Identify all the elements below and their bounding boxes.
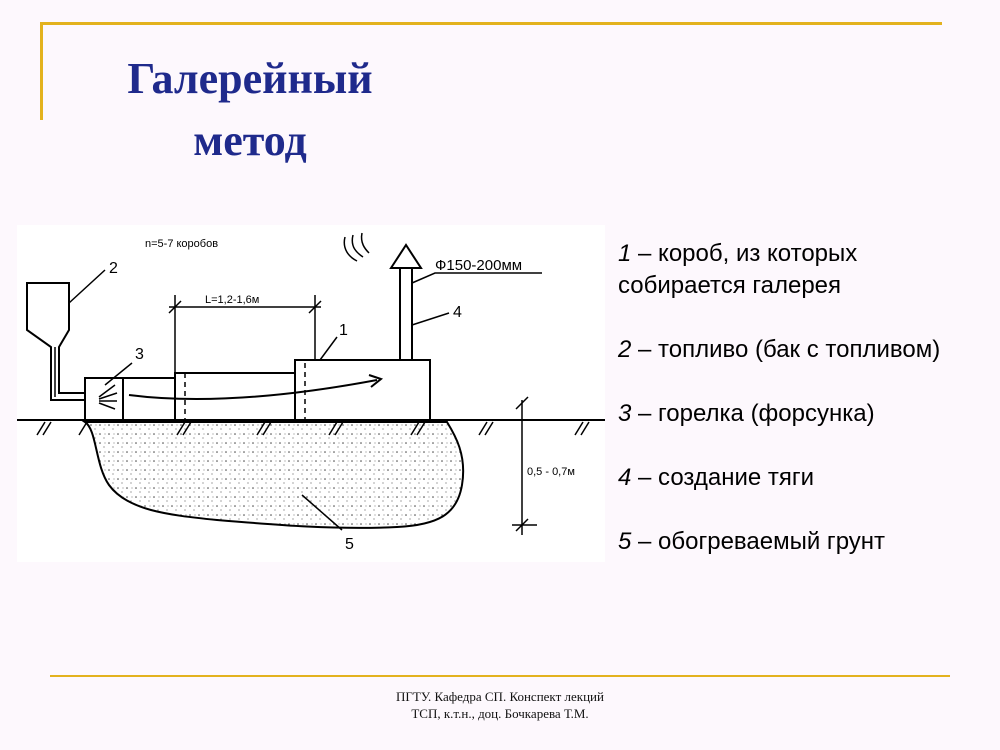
diagram-svg [17, 225, 605, 562]
burner-flame [99, 385, 117, 409]
footer-line-1: ПГТУ. Кафедра СП. Конспект лекций [396, 689, 604, 704]
fuel-tank [27, 283, 85, 400]
heated-soil [85, 422, 463, 528]
flow-arrow [129, 380, 377, 399]
gallery-box-2 [175, 373, 295, 420]
legend-item-5: 5 – обогреваемый грунт [618, 528, 886, 555]
left-rule [40, 22, 43, 120]
diameter-label: Ф150-200мм [435, 257, 523, 274]
callout-4: 4 [453, 304, 462, 321]
top-rule [40, 22, 942, 25]
callout-1: 1 [339, 322, 348, 339]
length-label: L=1,2-1,6м [205, 294, 260, 306]
legend-item-2: 2 – топливо (бак с топливом) [618, 336, 941, 363]
slide-title [60, 48, 440, 172]
title-line-1: Галерейный [127, 54, 373, 103]
legend-item-1: 1 – короб, из которых собирается галерея [618, 240, 858, 299]
legend-item-4: 4 – создание тяги [618, 464, 815, 491]
footer-line-2: ТСП, к.т.н., доц. Бочкарева Т.М. [411, 706, 589, 721]
footer [300, 688, 700, 722]
title-line-2: метод [193, 116, 307, 165]
count-label: n=5-7 коробов [145, 238, 219, 250]
length-dimension [169, 295, 321, 373]
chimney-arrow [391, 245, 421, 268]
chimney [400, 268, 412, 360]
bottom-rule [50, 675, 950, 677]
legend [618, 238, 988, 590]
gallery-method-diagram [17, 225, 605, 562]
callout-3: 3 [135, 346, 144, 363]
depth-label: 0,5 - 0,7м [527, 466, 575, 478]
burner-box [85, 378, 123, 420]
callout-5: 5 [345, 536, 354, 553]
callout-2: 2 [109, 260, 118, 277]
legend-item-3: 3 – горелка (форсунка) [618, 400, 875, 427]
